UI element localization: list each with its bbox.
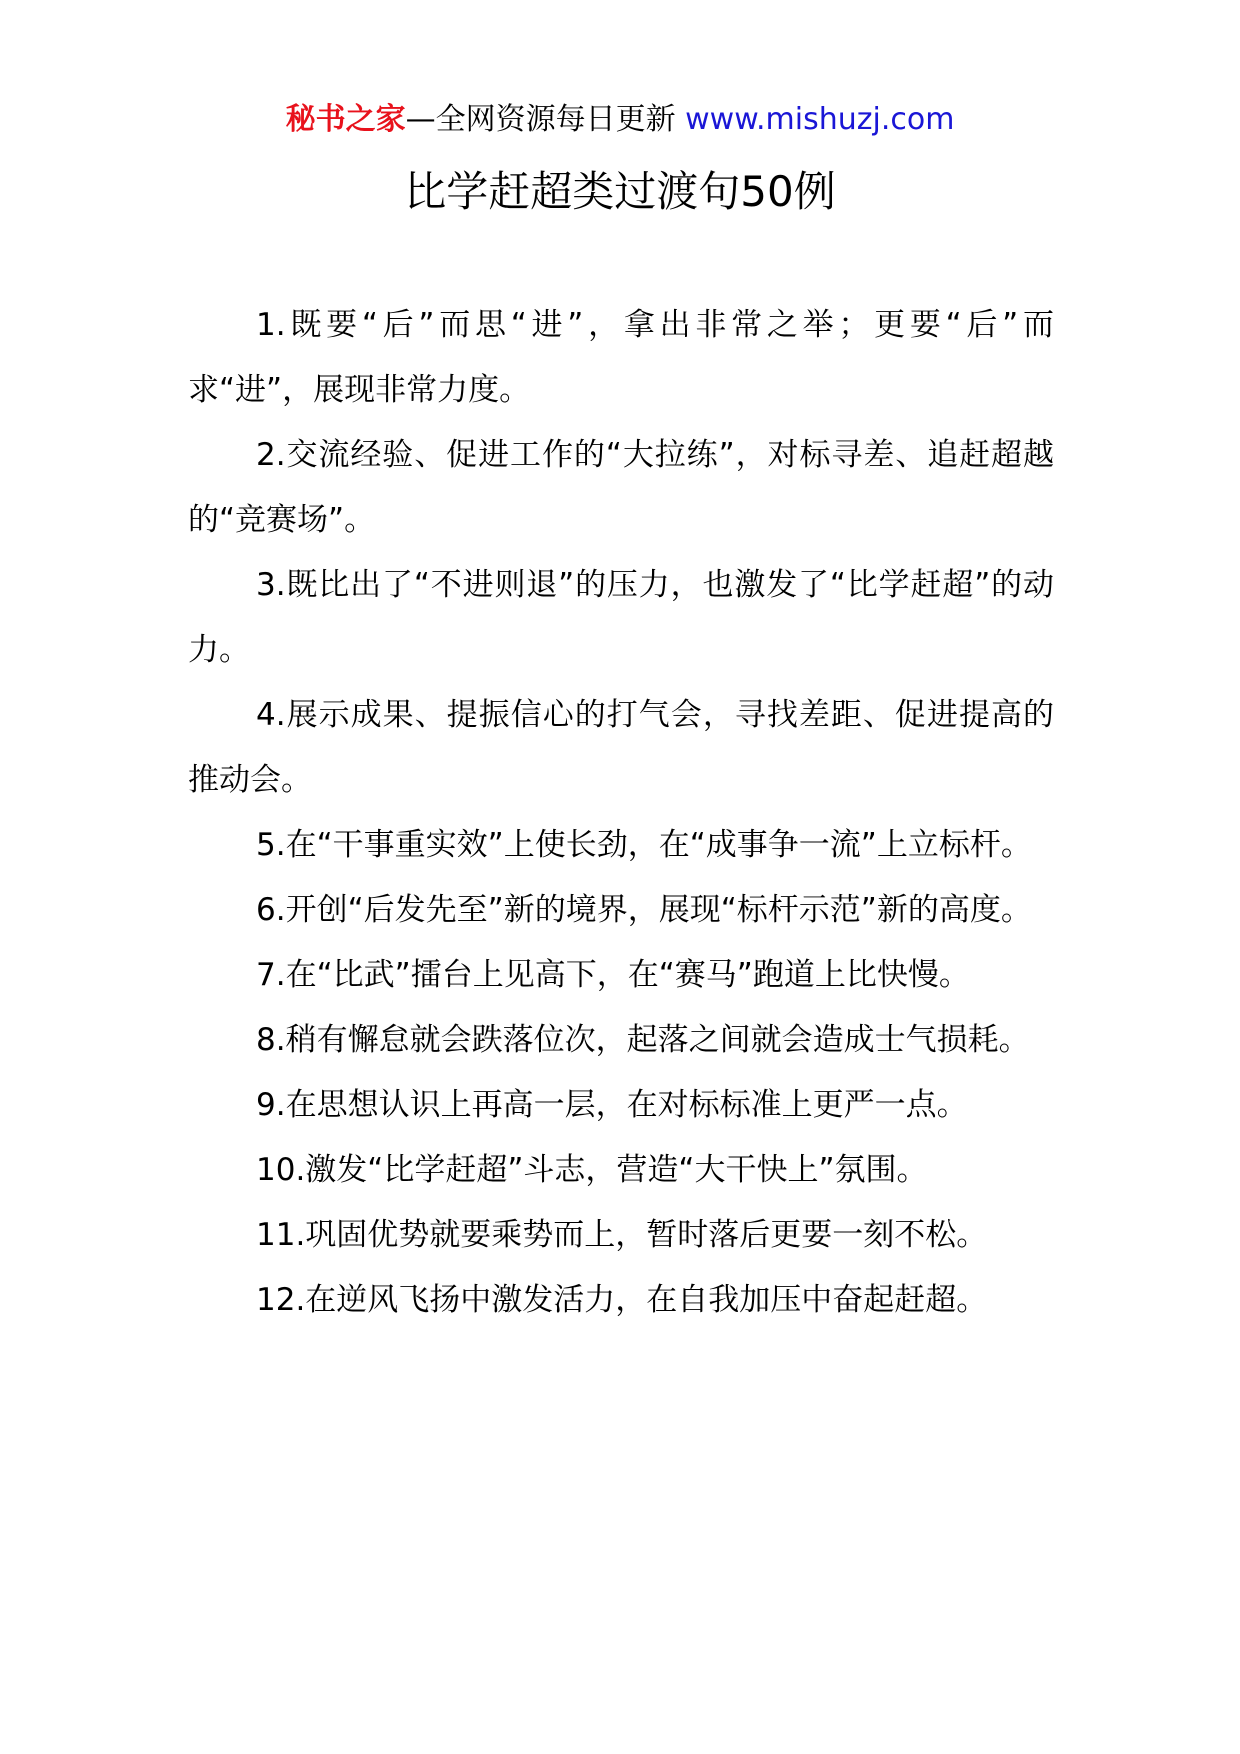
document-body <box>188 293 1054 1333</box>
paragraph-1: 1.既要“后”而思“进”，拿出非常之举；更要“后”而求“进”，展现非常力度。 <box>188 307 1054 408</box>
brand-name: 秘书之家 <box>285 102 406 137</box>
paragraph-12: 12.在逆风飞扬中激发活力，在自我加压中奋起赶超。 <box>256 1282 988 1318</box>
paragraph-11: 11.巩固优势就要乘势而上，暂时落后更要一刻不松。 <box>256 1217 988 1253</box>
site-url-link[interactable]: www.mishuzj.com <box>685 102 955 137</box>
paragraph-3: 3.既比出了“不进则退”的压力，也激发了“比学赶超”的动力。 <box>188 567 1054 668</box>
paragraph-6: 6.开创“后发先至”新的境界，展现“标杆示范”新的高度。 <box>256 892 1032 928</box>
paragraph-7: 7.在“比武”擂台上见高下，在“赛马”跑道上比快慢。 <box>256 957 970 993</box>
paragraph-8: 8.稍有懈怠就会跌落位次，起落之间就会造成士气损耗。 <box>256 1022 1030 1058</box>
paragraph-2: 2.交流经验、促进工作的“大拉练”，对标寻差、追赶超越的“竞赛场”。 <box>188 437 1054 538</box>
paragraph-4: 4.展示成果、提振信心的打气会，寻找差距、促进提高的推动会。 <box>188 697 1054 798</box>
site-tagline: —全网资源每日更新 <box>405 102 676 137</box>
document-title: 比学赶超类过渡句50例 <box>404 167 836 216</box>
paragraph-9: 9.在思想认识上再高一层，在对标标准上更严一点。 <box>256 1087 968 1123</box>
paragraph-10: 10.激发“比学赶超”斗志，营造“大干快上”氛围。 <box>256 1152 928 1188</box>
paragraph-5: 5.在“干事重实效”上使长劲，在“成事争一流”上立标杆。 <box>256 827 1032 863</box>
site-header <box>0 100 1240 140</box>
